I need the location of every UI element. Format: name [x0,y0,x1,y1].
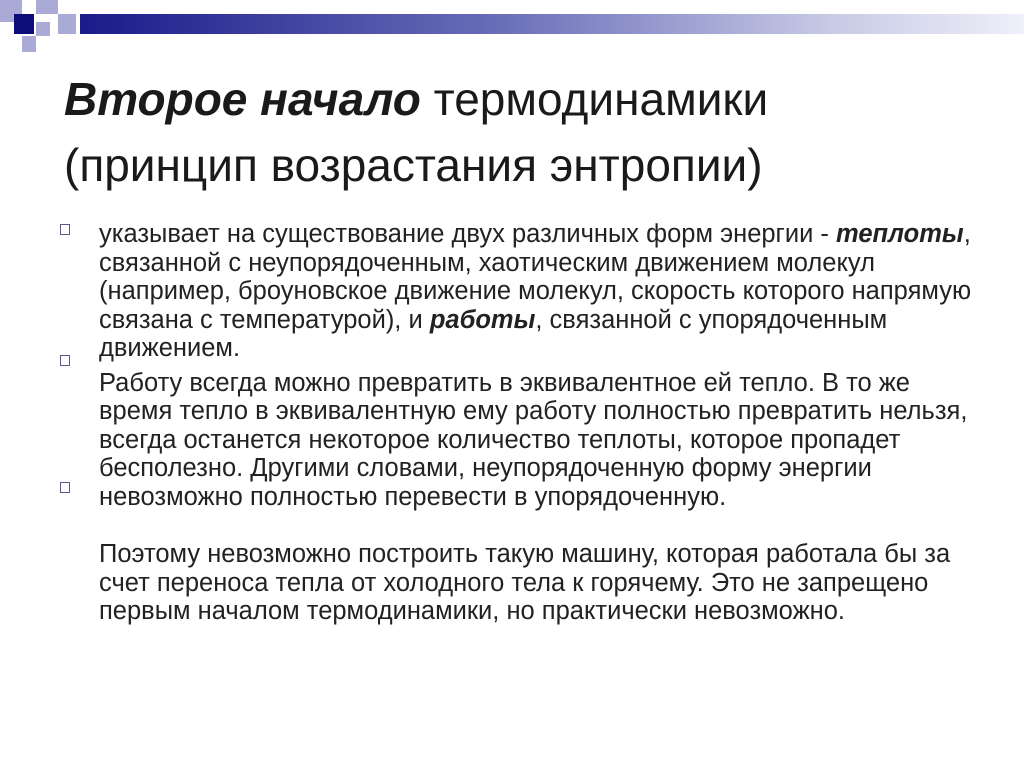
square-bullet-icon [60,355,70,366]
paragraph2-text: Работу всегда можно превратить в эквивалентное ей тепло. В то же время тепло в эквивалентную ему работу полностью превратить нельзя, всегда останется некоторое количество теплоты, которое пропадет бесполезно. Другими словами, неупорядоченную форму энергии невозможно полностью перевести в упорядоченную. [99,368,968,511]
decor-square-light [36,0,58,14]
title-line2: (принцип возрастания энтропии) [64,139,763,191]
term-heat: теплоты [836,220,964,248]
paragraph3-text: Поэтому невозможно построить такую машину, которая работала бы за счет переноса тепла от холодного тела к горячему. Это не запрещено первым началом термодинамики, но практически невозможно. [99,540,951,625]
paragraph-3 [56,540,986,626]
title-rest: термодинамики [433,73,769,125]
title-emphasis: Второе начало [64,73,421,125]
paragraph1-mid: , связанной с неупорядоченным, хаотическим движением молекул (например, броуновское движение молекул, скорость которого напрямую связана с температурой), и [99,220,972,334]
decor-square-dark [14,14,34,34]
paragraph-gap [56,511,986,540]
square-bullet-icon [60,482,70,493]
square-bullet-icon [60,224,70,235]
decor-square-light [22,36,36,52]
content-area [56,220,986,626]
bullet-paragraph-2 [56,369,986,512]
paragraph1-intro: указывает на существование двух различных форм энергии - [99,220,829,248]
decor-square-light [36,22,50,36]
term-work: работы [429,305,536,334]
header-gradient-bar [80,14,1024,34]
page-title [64,66,984,198]
decor-square-light [58,14,76,34]
paragraph1-end: , связанной с упорядоченным движением. [99,305,888,362]
bullet-paragraph-1 [56,220,986,363]
decorative-header [0,0,80,60]
